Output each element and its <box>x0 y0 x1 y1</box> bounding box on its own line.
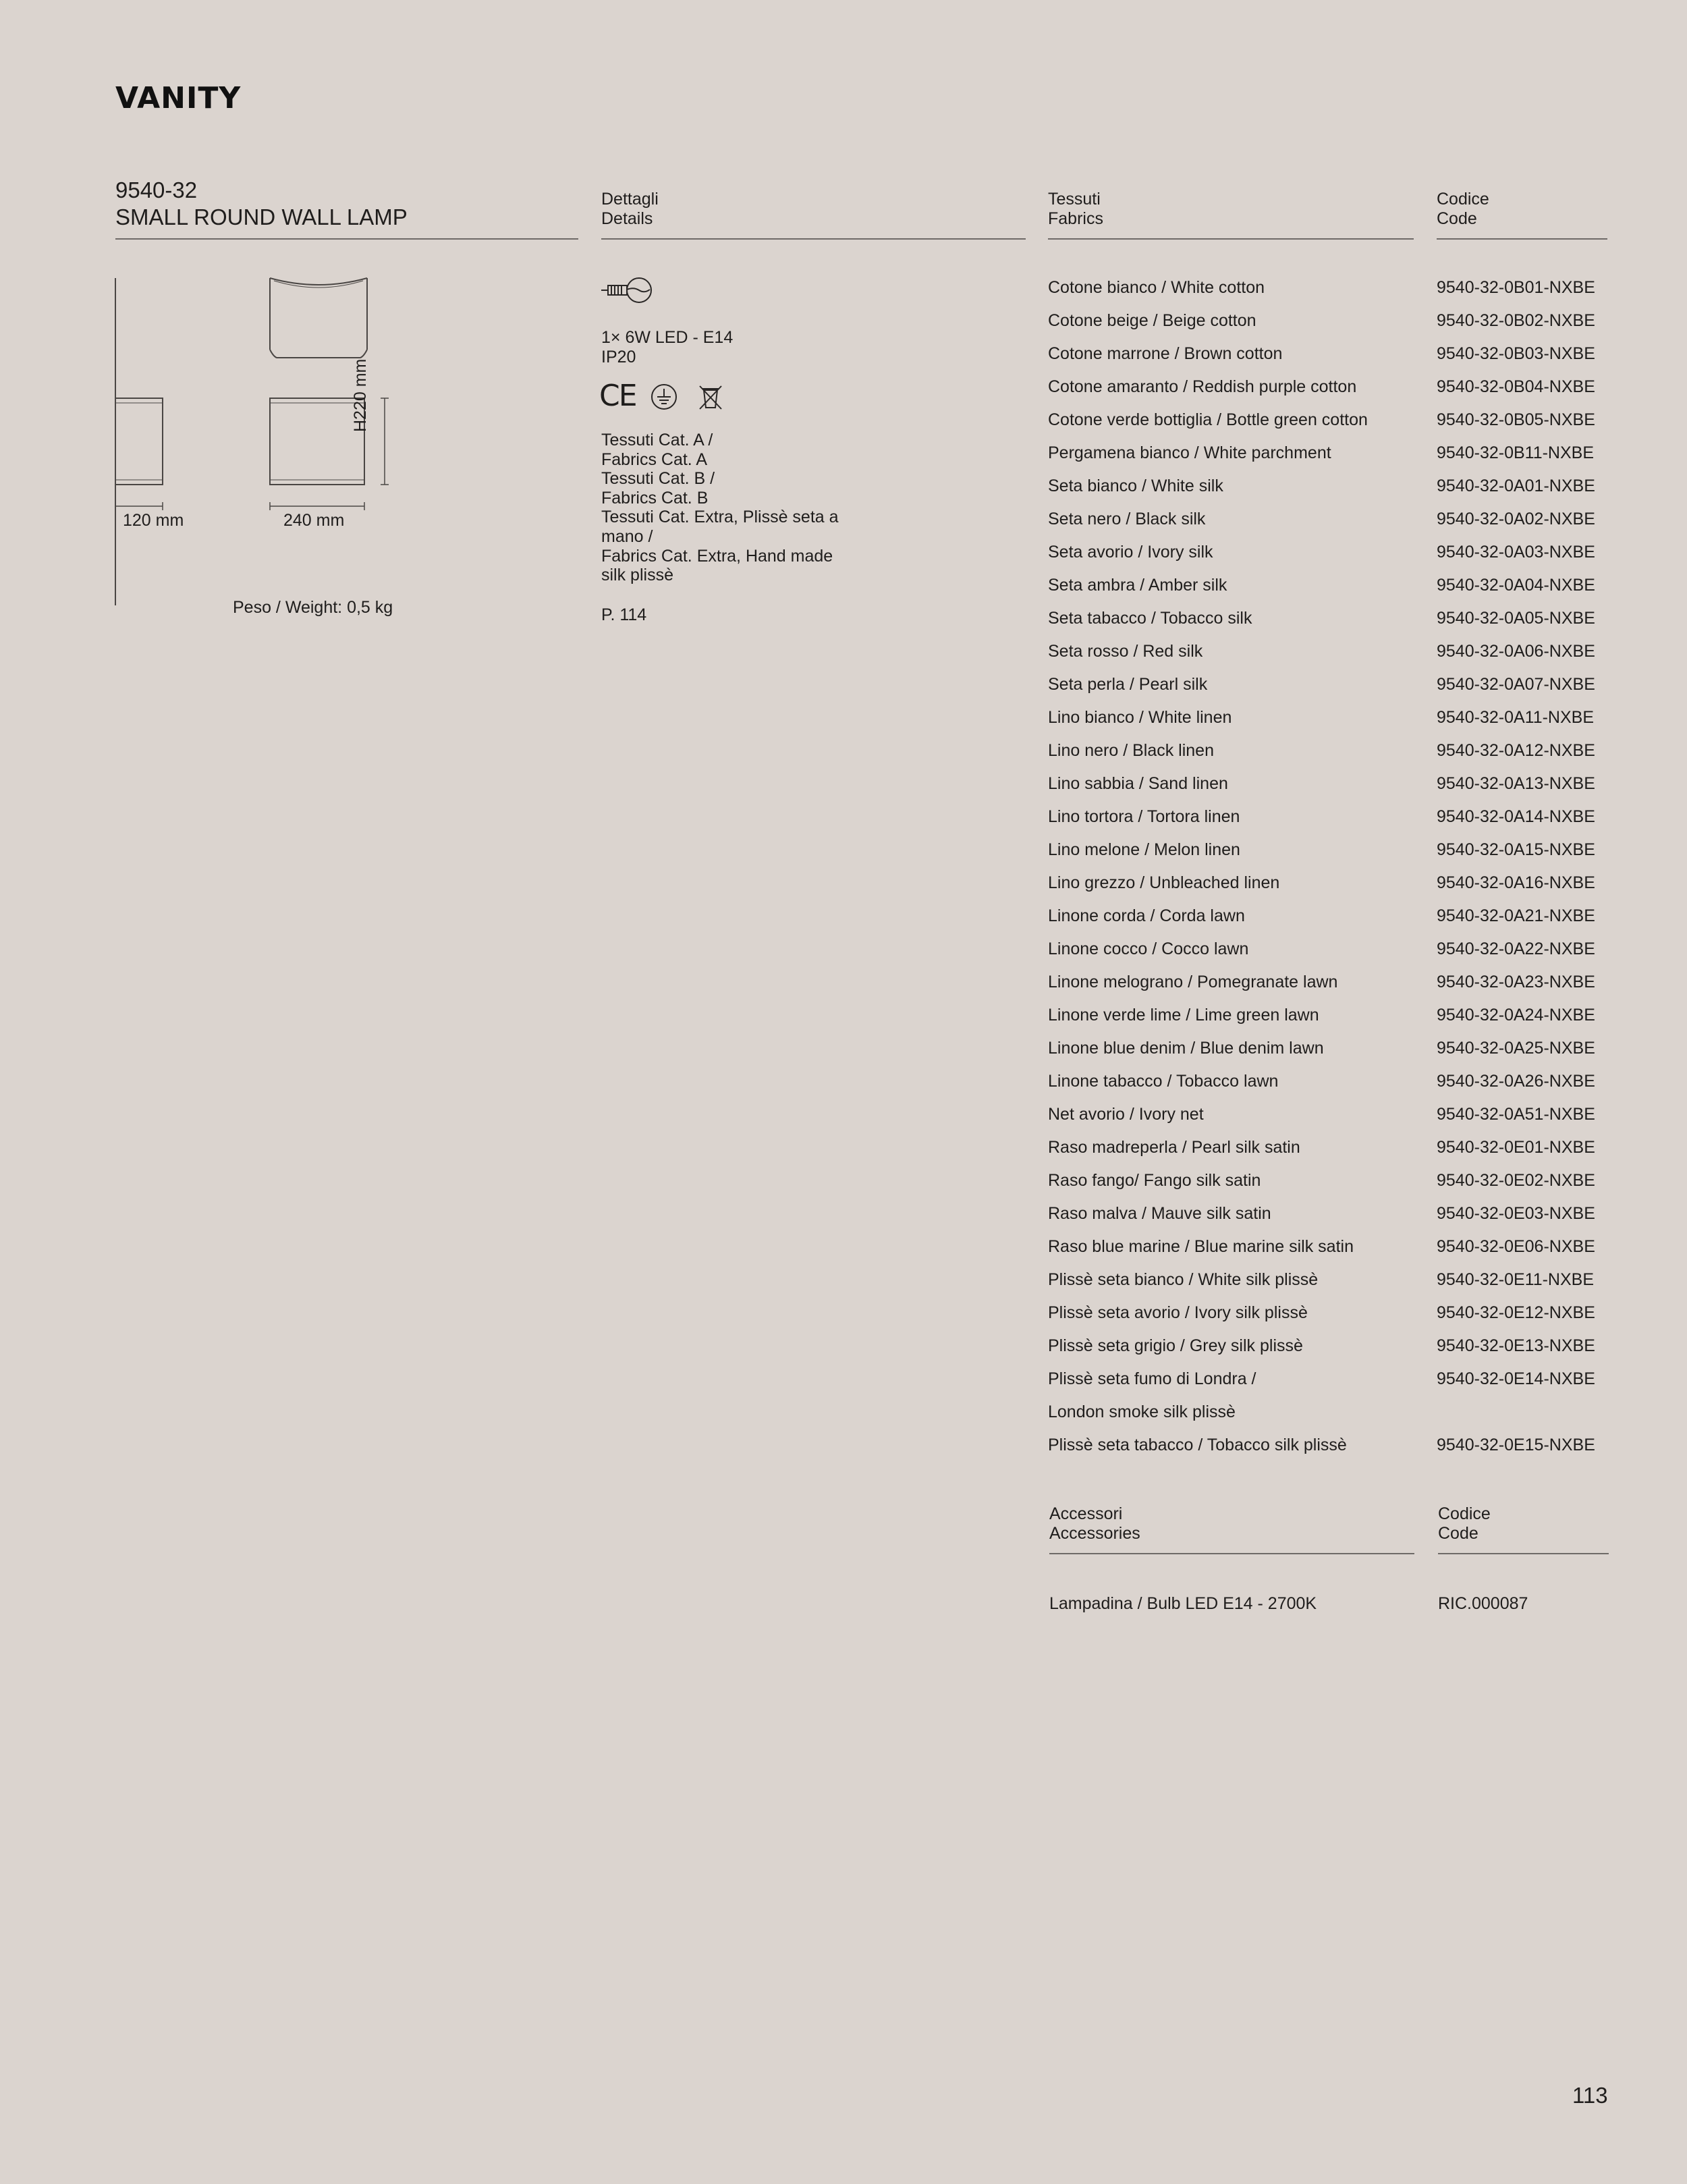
page-reference: P. 114 <box>601 605 647 624</box>
fabric-code: 9540-32-0A12-NXBE <box>1437 741 1595 760</box>
fabric-label: Seta tabacco / Tobacco silk <box>1048 609 1252 628</box>
fabric-label: Net avorio / Ivory net <box>1048 1105 1204 1124</box>
width-dimension: 240 mm <box>283 511 345 530</box>
accessories-code-divider <box>1438 1553 1609 1554</box>
fabric-code: 9540-32-0B04-NXBE <box>1437 377 1595 396</box>
details-header: Dettagli Details <box>601 190 659 228</box>
fabric-code: 9540-32-0A04-NXBE <box>1437 576 1595 595</box>
fabric-label: Linone verde lime / Lime green lawn <box>1048 1006 1319 1025</box>
fabric-label: Plissè seta bianco / White silk plissè <box>1048 1270 1319 1289</box>
bulb-spec: 1× 6W LED - E14 <box>601 328 734 347</box>
fabric-label: Plissè seta grigio / Grey silk plissè <box>1048 1336 1303 1355</box>
fabric-code: 9540-32-0E14-NXBE <box>1437 1369 1595 1388</box>
fabric-label: Cotone verde bottiglia / Bottle green cotton <box>1048 410 1368 429</box>
accessories-divider <box>1049 1553 1414 1554</box>
crossed-bin-icon <box>696 382 725 412</box>
fabric-label: Linone cocco / Cocco lawn <box>1048 939 1249 958</box>
product-code: 9540-32 <box>115 178 198 202</box>
fabric-label: Seta bianco / White silk <box>1048 476 1223 495</box>
side-view <box>115 398 163 485</box>
fabric-code: 9540-32-0A51-NXBE <box>1437 1105 1595 1124</box>
fabric-label: Lino sabbia / Sand linen <box>1048 774 1228 793</box>
fabric-code: 9540-32-0E06-NXBE <box>1437 1237 1595 1256</box>
details-divider <box>601 238 1026 240</box>
front-view <box>270 398 364 485</box>
fabric-code: 9540-32-0E01-NXBE <box>1437 1138 1595 1157</box>
fabric-code: 9540-32-0A25-NXBE <box>1437 1039 1595 1058</box>
fabric-label: Raso blue marine / Blue marine silk satin <box>1048 1237 1354 1256</box>
fabric-code: 9540-32-0B03-NXBE <box>1437 344 1595 363</box>
accessory-label: Lampadina / Bulb LED E14 - 2700K <box>1049 1594 1317 1613</box>
fabric-label: Lino nero / Black linen <box>1048 741 1214 760</box>
fabrics-divider <box>1048 238 1414 240</box>
fabric-label: Linone corda / Corda lawn <box>1048 906 1245 925</box>
fabric-code: 9540-32-0A15-NXBE <box>1437 840 1595 859</box>
fabric-label: Seta avorio / Ivory silk <box>1048 543 1213 562</box>
fabric-label: Linone blue denim / Blue denim lawn <box>1048 1039 1324 1058</box>
fabric-code: 9540-32-0B11-NXBE <box>1437 443 1595 462</box>
fabrics-header: Tessuti Fabrics <box>1048 190 1103 228</box>
accessories-code-header: Codice Code <box>1438 1504 1491 1543</box>
ground-symbol-icon <box>649 382 679 412</box>
fabric-label: Pergamena bianco / White parchment <box>1048 443 1331 462</box>
technical-drawing <box>108 270 445 621</box>
fabric-label: Lino grezzo / Unbleached linen <box>1048 873 1280 892</box>
fabric-code: 9540-32-0E11-NXBE <box>1437 1270 1595 1289</box>
top-view-shade-bottom <box>270 350 367 358</box>
fabric-label: Cotone beige / Beige cotton <box>1048 311 1256 330</box>
fabric-label: Raso malva / Mauve silk satin <box>1048 1204 1271 1223</box>
fabric-label: Seta ambra / Amber silk <box>1048 576 1227 595</box>
fabric-label: Cotone amaranto / Reddish purple cotton <box>1048 377 1357 396</box>
code-header: Codice Code <box>1437 190 1489 228</box>
fabric-code: 9540-32-0A05-NXBE <box>1437 609 1595 628</box>
fabric-code: 9540-32-0B05-NXBE <box>1437 410 1595 429</box>
product-name: SMALL ROUND WALL LAMP <box>115 204 408 229</box>
fabric-label: Seta perla / Pearl silk <box>1048 675 1208 694</box>
fabric-code: 9540-32-0E03-NXBE <box>1437 1204 1595 1223</box>
depth-dimension: 120 mm <box>123 511 184 530</box>
fabric-code: 9540-32-0A13-NXBE <box>1437 774 1595 793</box>
fabric-code: 9540-32-0A24-NXBE <box>1437 1006 1595 1025</box>
fabric-label: Lino bianco / White linen <box>1048 708 1232 727</box>
fabric-code: 9540-32-0A07-NXBE <box>1437 675 1595 694</box>
fabric-label: Plissè seta tabacco / Tobacco silk plissè <box>1048 1436 1347 1454</box>
fabric-code: 9540-32-0E15-NXBE <box>1437 1436 1595 1454</box>
bulb-icon <box>600 273 654 307</box>
fabric-code: 9540-32-0A02-NXBE <box>1437 510 1595 528</box>
fabric-label: Seta nero / Black silk <box>1048 510 1206 528</box>
fabric-code: 9540-32-0A23-NXBE <box>1437 973 1595 991</box>
brand-title: VANITY <box>115 81 242 115</box>
fabric-code: 9540-32-0A22-NXBE <box>1437 939 1595 958</box>
fabric-label: Lino melone / Melon linen <box>1048 840 1240 859</box>
fabric-label: Linone melograno / Pomegranate lawn <box>1048 973 1338 991</box>
fabric-label: Raso fango/ Fango silk satin <box>1048 1171 1261 1190</box>
fabric-code: 9540-32-0A03-NXBE <box>1437 543 1595 562</box>
accessories-header: Accessori Accessories <box>1049 1504 1140 1543</box>
fabric-code: 9540-32-0B01-NXBE <box>1437 278 1595 297</box>
fabric-label: Seta rosso / Red silk <box>1048 642 1203 661</box>
fabric-code: 9540-32-0A21-NXBE <box>1437 906 1595 925</box>
weight-label: Peso / Weight: 0,5 kg <box>233 598 393 617</box>
height-dimension: H220 mm <box>351 358 370 432</box>
fabric-code: 9540-32-0A01-NXBE <box>1437 476 1595 495</box>
fabric-code: 9540-32-0E12-NXBE <box>1437 1303 1595 1322</box>
product-divider <box>115 238 578 240</box>
fabric-categories: Tessuti Cat. A / Fabrics Cat. A Tessuti Cat. B / Fabrics Cat. B Tessuti Cat. Extra, Plissè seta a mano / Fabrics Cat. Extra, Hand made silk plissè <box>601 431 839 585</box>
fabric-label: Lino tortora / Tortora linen <box>1048 807 1240 826</box>
accessory-code: RIC.000087 <box>1438 1594 1528 1613</box>
page-number: 113 <box>1572 2083 1608 2108</box>
fabric-label: Plissè seta avorio / Ivory silk plissè <box>1048 1303 1308 1322</box>
fabric-code: 9540-32-0A16-NXBE <box>1437 873 1595 892</box>
fabric-code: 9540-32-0A11-NXBE <box>1437 708 1595 727</box>
fabric-label: London smoke silk plissè <box>1048 1402 1236 1421</box>
code-divider <box>1437 238 1607 240</box>
fabric-label: Linone tabacco / Tobacco lawn <box>1048 1072 1279 1091</box>
ce-mark-icon: CE <box>599 379 636 413</box>
fabric-label: Cotone bianco / White cotton <box>1048 278 1265 297</box>
fabric-label: Raso madreperla / Pearl silk satin <box>1048 1138 1300 1157</box>
fabric-label: Plissè seta fumo di Londra / <box>1048 1369 1256 1388</box>
fabric-code: 9540-32-0A14-NXBE <box>1437 807 1595 826</box>
fabric-code: 9540-32-0B02-NXBE <box>1437 311 1595 330</box>
fabric-code: 9540-32-0A06-NXBE <box>1437 642 1595 661</box>
ip-rating: IP20 <box>601 348 636 366</box>
fabric-label: Cotone marrone / Brown cotton <box>1048 344 1283 363</box>
fabric-code: 9540-32-0A26-NXBE <box>1437 1072 1595 1091</box>
fabric-code: 9540-32-0E02-NXBE <box>1437 1171 1595 1190</box>
fabric-code: 9540-32-0E13-NXBE <box>1437 1336 1595 1355</box>
